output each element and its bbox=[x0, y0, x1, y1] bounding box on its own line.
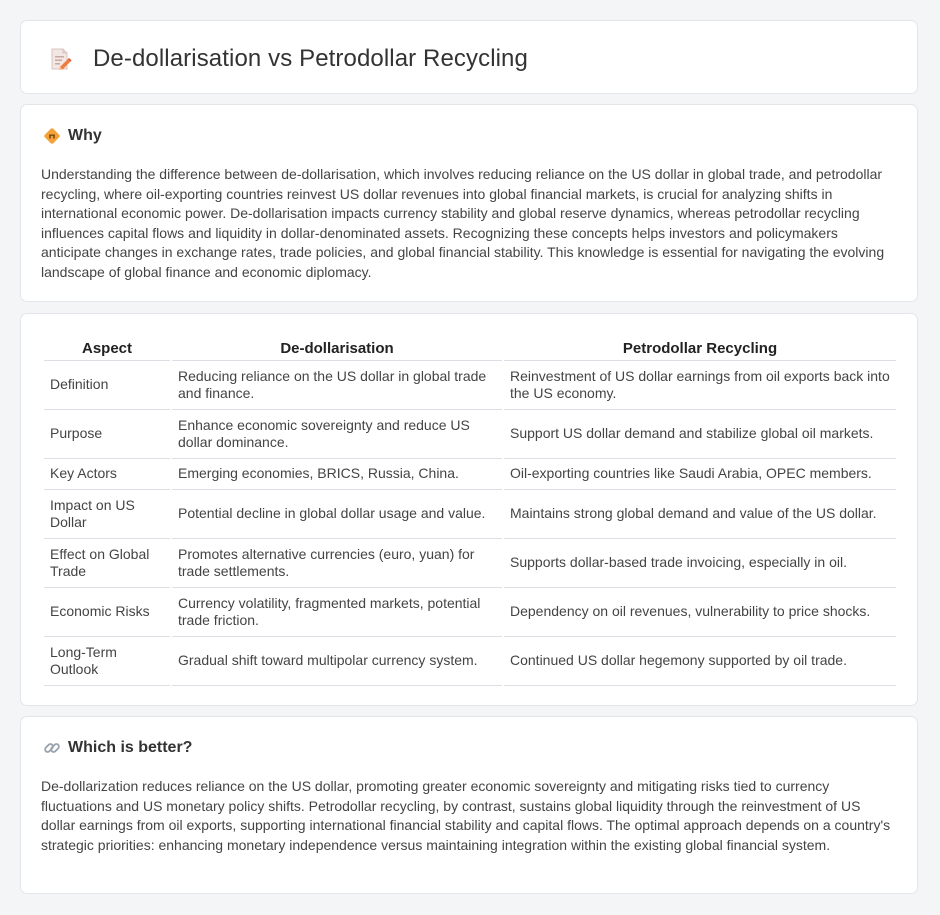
table-row bbox=[44, 539, 896, 588]
row-petrodollar: Oil-exporting countries like Saudi Arabia, OPEC members. bbox=[504, 459, 896, 490]
row-de-dollarisation: Currency volatility, fragmented markets, potential trade friction. bbox=[172, 588, 502, 637]
why-card bbox=[20, 104, 918, 302]
diamond-sign-icon bbox=[43, 127, 61, 145]
row-petrodollar: Support US dollar demand and stabilize global oil markets. bbox=[504, 410, 896, 459]
column-header-petrodollar-recycling: Petrodollar Recycling bbox=[504, 334, 896, 361]
row-aspect: Key Actors bbox=[44, 459, 170, 490]
column-header-de-dollarisation: De-dollarisation bbox=[172, 334, 502, 361]
title-card bbox=[20, 20, 918, 94]
row-petrodollar: Supports dollar-based trade invoicing, especially in oil. bbox=[504, 539, 896, 588]
row-de-dollarisation: Emerging economies, BRICS, Russia, China. bbox=[172, 459, 502, 490]
row-petrodollar: Dependency on oil revenues, vulnerability to price shocks. bbox=[504, 588, 896, 637]
comparison-card bbox=[20, 313, 918, 706]
column-header-aspect: Aspect bbox=[44, 334, 170, 361]
better-text: De-dollarization reduces reliance on the US dollar, promoting greater economic sovereignty and mitigating risks tied to currency fluctuations and US monetary policy shifts. Petrodollar recycling, by contrast, sustains global liquidity through the reinvestment of US dollar earnings from oil exports, supporting international financial stability and capital flows. The optimal approach depends on a country's strategic priorities: enhancing monetary independence versus maintaining integration within the existing global financial system. bbox=[41, 778, 891, 853]
why-heading: Why bbox=[68, 127, 102, 144]
table-row bbox=[44, 637, 896, 686]
row-aspect: Impact on US Dollar bbox=[44, 490, 170, 539]
table-row bbox=[44, 361, 896, 410]
row-petrodollar: Maintains strong global demand and value of the US dollar. bbox=[504, 490, 896, 539]
why-text: Understanding the difference between de-dollarisation, which involves reducing reliance on the US dollar in global trade, and petrodollar recycling, where oil-exporting countries reinvest US dollar revenues into global financial markets, is crucial for analyzing shifts in international economic power. De-dollarisation impacts currency stability and global reserve dynamics, whereas petrodollar recycling influences capital flows and liquidity in dollar-denominated assets. Recognizing these concepts helps investors and policymakers anticipate changes in exchange rates, trade policies, and global financial stability. This knowledge is essential for navigating the evolving landscape of global finance and economic diplomacy. bbox=[41, 166, 885, 280]
row-de-dollarisation: Gradual shift toward multipolar currency system. bbox=[172, 637, 502, 686]
row-aspect: Purpose bbox=[44, 410, 170, 459]
better-card bbox=[20, 716, 918, 894]
comparison-table bbox=[42, 334, 898, 686]
row-aspect: Long-Term Outlook bbox=[44, 637, 170, 686]
table-header-row bbox=[44, 334, 896, 361]
better-heading-row bbox=[43, 739, 192, 757]
link-icon bbox=[43, 739, 61, 757]
row-petrodollar: Continued US dollar hegemony supported by oil trade. bbox=[504, 637, 896, 686]
page-title: De-dollarisation vs Petrodollar Recycling bbox=[93, 45, 528, 72]
row-de-dollarisation: Enhance economic sovereignty and reduce US dollar dominance. bbox=[172, 410, 502, 459]
row-aspect: Economic Risks bbox=[44, 588, 170, 637]
title-row bbox=[47, 45, 528, 73]
memo-pencil-icon bbox=[47, 46, 73, 72]
row-de-dollarisation: Potential decline in global dollar usage and value. bbox=[172, 490, 502, 539]
row-aspect: Effect on Global Trade bbox=[44, 539, 170, 588]
table-row bbox=[44, 490, 896, 539]
row-aspect: Definition bbox=[44, 361, 170, 410]
row-de-dollarisation: Promotes alternative currencies (euro, yuan) for trade settlements. bbox=[172, 539, 502, 588]
row-de-dollarisation: Reducing reliance on the US dollar in global trade and finance. bbox=[172, 361, 502, 410]
table-row bbox=[44, 588, 896, 637]
table-row bbox=[44, 459, 896, 490]
better-heading: Which is better? bbox=[68, 739, 193, 756]
why-heading-row bbox=[43, 127, 102, 145]
row-petrodollar: Reinvestment of US dollar earnings from oil exports back into the US economy. bbox=[504, 361, 896, 410]
table-row bbox=[44, 410, 896, 459]
